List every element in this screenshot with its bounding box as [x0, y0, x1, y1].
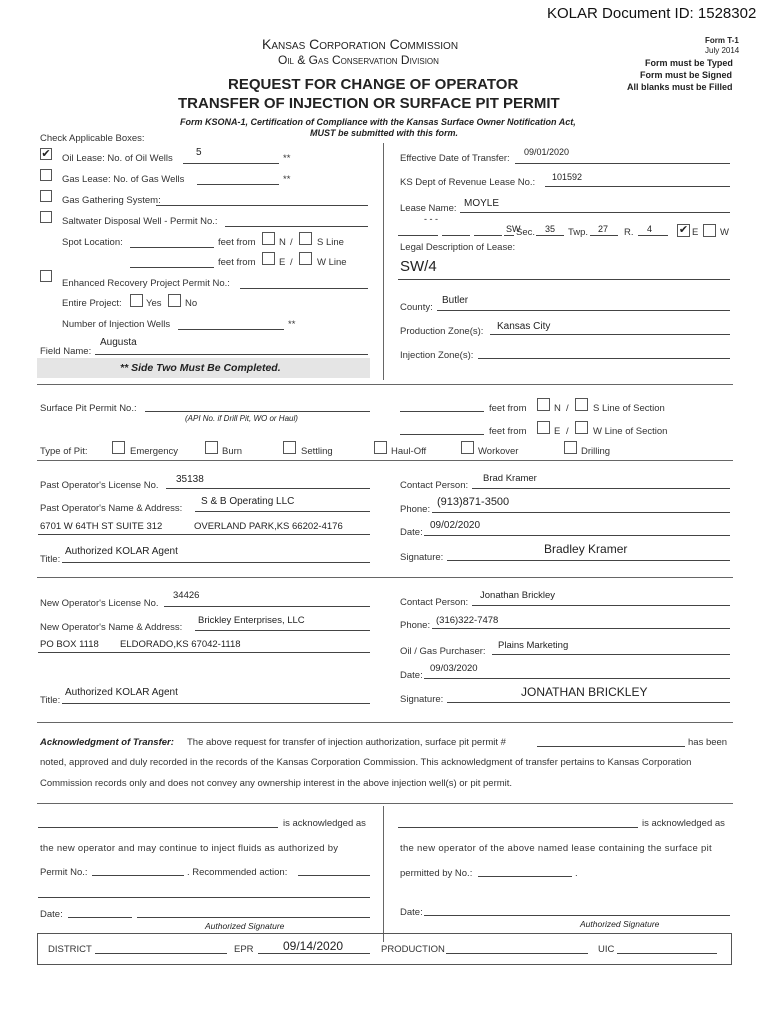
new-license-value[interactable]: 34426	[173, 590, 200, 601]
check-boxes-label: Check Applicable Boxes:	[40, 133, 145, 144]
swd-label: Saltwater Disposal Well - Permit No.:	[62, 216, 218, 227]
ack-line3: Commission records only and does not convey any ownership interest in the above injection well(s) or pit permit.	[40, 778, 513, 789]
county-label: County:	[400, 302, 433, 313]
township-value[interactable]: 27	[598, 224, 609, 234]
injection-wells-label: Number of Injection Wells	[62, 319, 171, 330]
spot-w-checkbox[interactable]	[299, 252, 312, 265]
pit-hauloff-checkbox[interactable]	[374, 441, 387, 454]
gas-lease-checkbox[interactable]	[40, 169, 52, 181]
production-zones-value[interactable]: Kansas City	[497, 321, 551, 332]
division-name: Oil & Gas Conservation Division	[278, 53, 439, 67]
pit-w-checkbox[interactable]	[575, 421, 588, 434]
pit-e-checkbox[interactable]	[537, 421, 550, 434]
new-license-label: New Operator's License No.	[40, 598, 159, 609]
effective-date-label: Effective Date of Transfer:	[400, 153, 510, 164]
pit-emergency-checkbox[interactable]	[112, 441, 125, 454]
field-name-value[interactable]: Augusta	[100, 337, 137, 348]
form-subtitle-1: Form KSONA-1, Certification of Compliance with the Kansas Surface Owner Notification Act,	[180, 117, 576, 127]
new-phone-value[interactable]: (316)322-7478	[436, 615, 499, 626]
oil-lease-checkbox[interactable]: ✔	[41, 148, 51, 160]
pit-settling-checkbox[interactable]	[283, 441, 296, 454]
new-signature-value[interactable]: JONATHAN BRICKLEY	[521, 685, 648, 699]
new-address-line1[interactable]: PO BOX 1118	[40, 639, 99, 650]
gas-gathering-checkbox[interactable]	[40, 190, 52, 202]
side-two-text: ** Side Two Must Be Completed.	[120, 362, 281, 374]
new-date-value[interactable]: 09/03/2020	[430, 663, 478, 674]
pit-type-label: Type of Pit:	[40, 446, 88, 457]
oil-lease-label: Oil Lease: No. of Oil Wells	[62, 153, 173, 164]
ack-left-auth-sig: Authorized Signature	[205, 921, 285, 931]
new-title-value[interactable]: Authorized KOLAR Agent	[65, 687, 178, 698]
new-phone-label: Phone:	[400, 620, 431, 631]
spot-location-label: Spot Location:	[62, 237, 123, 248]
entire-yes-checkbox[interactable]	[130, 294, 143, 307]
new-purchaser-label: Oil / Gas Purchaser:	[400, 646, 486, 657]
form-title-2: TRANSFER OF INJECTION OR SURFACE PIT PERMIT	[178, 95, 560, 112]
form-date: July 2014	[705, 46, 740, 55]
past-phone-value[interactable]: (913)871-3500	[437, 496, 510, 508]
notice-signed: Form must be Signed	[640, 70, 733, 80]
past-license-value[interactable]: 35138	[176, 474, 204, 485]
ks-lease-label: KS Dept of Revenue Lease No.:	[400, 177, 536, 188]
entire-no-checkbox[interactable]	[168, 294, 181, 307]
gas-gathering-label: Gas Gathering System:	[62, 195, 161, 206]
spot-n-checkbox[interactable]	[262, 232, 275, 245]
past-name-value[interactable]: S & B Operating LLC	[201, 496, 295, 507]
document-id: KOLAR Document ID: 1528302	[547, 5, 757, 22]
past-contact-label: Contact Person:	[400, 480, 469, 491]
effective-date-value[interactable]: 09/01/2020	[524, 147, 570, 157]
ack-line2: noted, approved and duly recorded in the records of the Kansas Corporation Commission. This acknowledgment of transfer pertains to Kansas Corporation	[40, 757, 692, 768]
new-title-label: Title:	[40, 695, 61, 706]
past-date-label: Date:	[400, 527, 423, 538]
spot-e-checkbox[interactable]	[262, 252, 275, 265]
past-address-line1[interactable]: 6701 W 64TH ST SUITE 312	[40, 521, 163, 532]
range-e-checkbox[interactable]: ✔	[678, 224, 689, 236]
form-number: Form T-1	[705, 36, 739, 45]
ack-heading: Acknowledgment of Transfer:	[40, 737, 174, 748]
production-label: PRODUCTION	[381, 944, 445, 955]
new-date-label: Date:	[400, 670, 423, 681]
ks-lease-value[interactable]: 101592	[552, 172, 583, 182]
form-subtitle-2: MUST be submitted with this form.	[310, 128, 458, 138]
oil-wells-value[interactable]: 5	[196, 147, 202, 158]
past-contact-value[interactable]: Brad Kramer	[483, 473, 537, 484]
lease-name-value[interactable]: MOYLE	[464, 198, 500, 209]
epr-label: EPR	[234, 944, 254, 955]
past-date-value[interactable]: 09/02/2020	[430, 520, 481, 531]
pit-n-checkbox[interactable]	[537, 398, 550, 411]
eor-checkbox[interactable]	[40, 270, 52, 282]
pit-drilling-checkbox[interactable]	[564, 441, 577, 454]
district-label: DISTRICT	[48, 944, 92, 955]
legal-description-label: Legal Description of Lease:	[400, 242, 516, 253]
form-title-1: REQUEST FOR CHANGE OF OPERATOR	[228, 76, 519, 93]
uic-label: UIC	[598, 944, 615, 955]
agency-name: Kansas Corporation Commission	[262, 36, 459, 52]
pit-workover-checkbox[interactable]	[461, 441, 474, 454]
new-name-label: New Operator's Name & Address:	[40, 622, 183, 633]
past-title-value[interactable]: Authorized KOLAR Agent	[65, 546, 178, 557]
field-name-label: Field Name:	[40, 346, 92, 357]
new-purchaser-value[interactable]: Plains Marketing	[498, 640, 569, 651]
injection-zones-label: Injection Zone(s):	[400, 350, 474, 361]
new-contact-label: Contact Person:	[400, 597, 469, 608]
legal-description-value[interactable]: SW/4	[400, 258, 437, 275]
ack-right-auth-sig: Authorized Signature	[580, 919, 660, 929]
pit-burn-checkbox[interactable]	[205, 441, 218, 454]
range-w-checkbox[interactable]	[703, 224, 716, 237]
county-value[interactable]: Butler	[442, 295, 469, 306]
new-contact-value[interactable]: Jonathan Brickley	[480, 590, 555, 601]
new-address-line2[interactable]: ELDORADO,KS 67042-1118	[120, 639, 241, 650]
api-note: (API No. if Drill Pit, WO or Haul)	[185, 414, 298, 423]
new-name-value[interactable]: Brickley Enterprises, LLC	[198, 615, 305, 626]
spot-s-checkbox[interactable]	[299, 232, 312, 245]
past-title-label: Title:	[40, 554, 61, 565]
pit-s-checkbox[interactable]	[575, 398, 588, 411]
past-signature-value[interactable]: Bradley Kramer	[544, 542, 628, 556]
epr-value[interactable]: 09/14/2020	[283, 939, 344, 953]
past-signature-label: Signature:	[400, 552, 444, 563]
range-value[interactable]: 4	[647, 224, 653, 234]
eor-label: Enhanced Recovery Project Permit No.:	[62, 278, 230, 289]
notice-typed: Form must be Typed	[645, 58, 733, 68]
past-name-label: Past Operator's Name & Address:	[40, 503, 183, 514]
ack-left-text: the new operator and may continue to inject fluids as authorized by	[40, 843, 339, 854]
gas-lease-label: Gas Lease: No. of Gas Wells	[62, 174, 185, 185]
production-zones-label: Production Zone(s):	[400, 326, 484, 337]
past-license-label: Past Operator's License No.	[40, 480, 159, 491]
past-address-line2[interactable]: OVERLAND PARK,KS 66202-4176	[194, 521, 343, 532]
surface-pit-label: Surface Pit Permit No.:	[40, 403, 137, 414]
new-signature-label: Signature:	[400, 694, 444, 705]
entire-project-label: Entire Project:	[62, 298, 122, 309]
swd-checkbox[interactable]	[40, 211, 52, 223]
notice-filled: All blanks must be Filled	[627, 82, 733, 92]
ack-line1: The above request for transfer of injection authorization, surface pit permit #	[187, 737, 506, 748]
past-phone-label: Phone:	[400, 504, 431, 515]
legal-quarter[interactable]: SW	[506, 224, 521, 234]
section-value[interactable]: 35	[545, 224, 556, 234]
ack-right-text: the new operator of the above named lease containing the surface pit	[400, 843, 712, 854]
lease-name-label: Lease Name:	[400, 203, 457, 214]
